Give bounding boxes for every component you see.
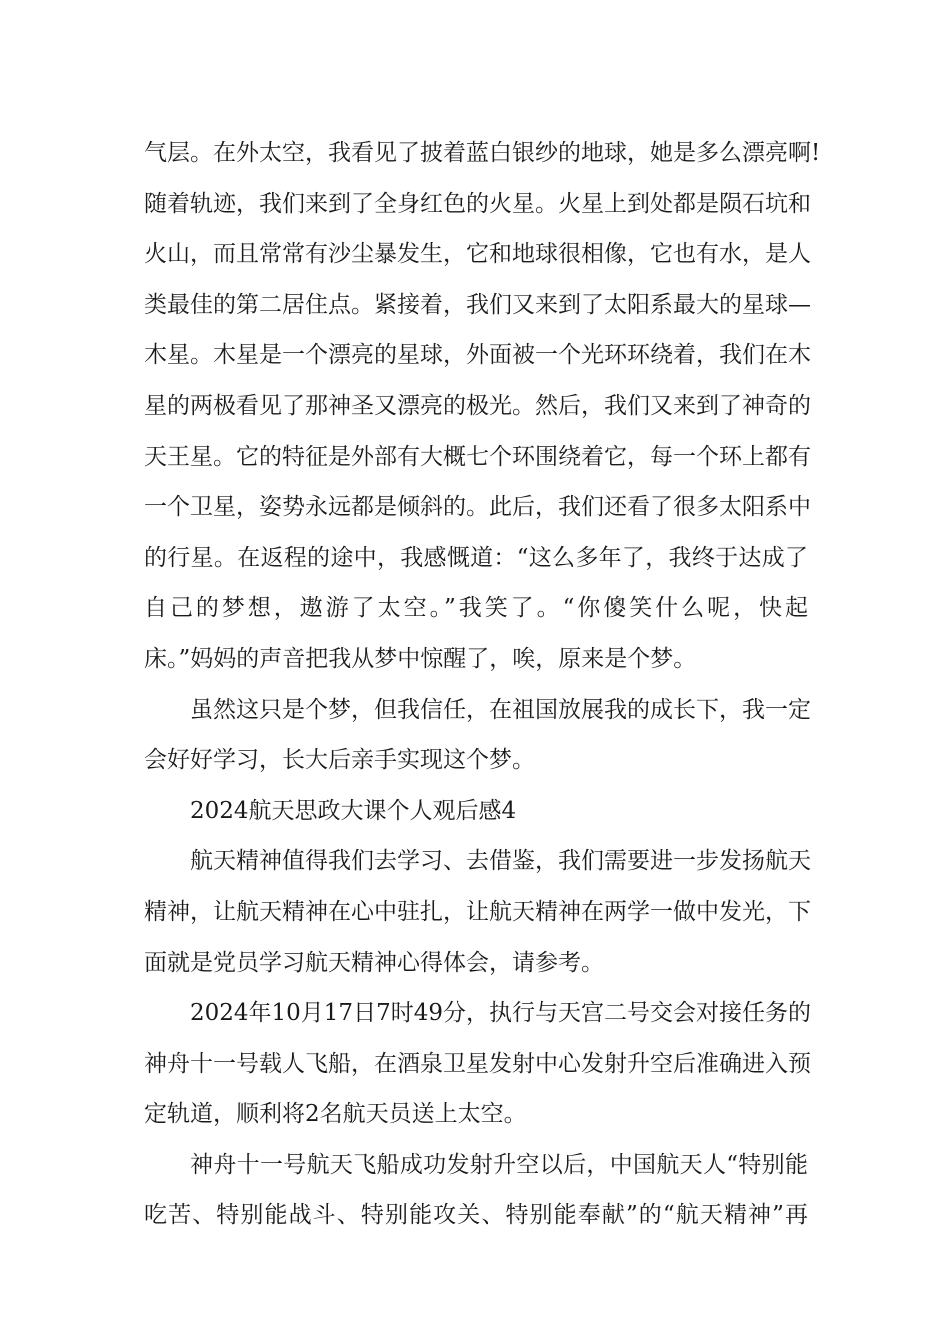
paragraph-launch-date <box>144 988 811 1140</box>
text-line: 火山，而且常常有沙尘暴发生，它和地球很相像，它也有水，是人 <box>144 241 811 268</box>
text-line: 自己的梦想，遨游了太空。”我笑了。“你傻笑什么呢，快起 <box>144 595 808 622</box>
text-line: 精神，让航天精神在心中驻扎，让航天精神在两学一做中发光，下 <box>144 898 811 925</box>
text-line: 神舟十一号航天飞船成功发射升空以后，中国航天人“特别能 <box>190 1151 808 1178</box>
text-line: 气层。在外太空，我看见了披着蓝白银纱的地球，她是多么漂亮啊! <box>144 140 821 166</box>
text-line: 的行星。在返程的途中，我感慨道：“这么多年了，我终于达成了 <box>144 544 808 571</box>
text-line: 面就是党员学习航天精神心得体会，请参考。 <box>144 949 604 976</box>
text-line: 2024年10月17日7时49分，执行与天宫二号交会对接任务的 <box>190 1000 811 1027</box>
text-line: 定轨道，顺利将2名航天员送上太空。 <box>144 1101 527 1128</box>
text-line: 天王星。它的特征是外部有大概七个环围绕着它，每一个环上都有 <box>144 443 811 470</box>
text-line: 会好好学习，长大后亲手实现这个梦。 <box>144 747 535 774</box>
text-line: 一个卫星，姿势永远都是倾斜的。此后，我们还看了很多太阳系中 <box>144 494 811 521</box>
paragraph-dream-conclusion <box>144 685 811 786</box>
text-line: 吃苦、特别能战斗、特别能攻关、特别能奉献”的“航天精神”再 <box>144 1202 808 1229</box>
document-body <box>144 128 821 1241</box>
text-line: 神舟十一号载人飞船，在酒泉卫星发射中心发射升空后准确进入预 <box>144 1050 811 1077</box>
heading-text: 2024航天思政大课个人观后感4 <box>190 797 517 824</box>
text-line: 木星。木星是一个漂亮的星球，外面被一个光环环绕着，我们在木 <box>144 342 811 369</box>
text-line: 航天精神值得我们去学习、去借鉴，我们需要进一步发扬航天 <box>190 848 811 875</box>
paragraph-space-trip <box>144 128 821 685</box>
section-heading <box>144 786 808 837</box>
text-line: 星的两极看见了那神圣又漂亮的极光。然后，我们又来到了神奇的 <box>144 392 811 419</box>
paragraph-aerospace-spirit <box>144 836 811 988</box>
text-line: 虽然这只是个梦，但我信任，在祖国放展我的成长下，我一定 <box>190 696 811 723</box>
text-line: 床。”妈妈的声音把我从梦中惊醒了，唉，原来是个梦。 <box>144 645 697 672</box>
paragraph-shenzhou-11 <box>144 1140 808 1241</box>
text-line: 类最佳的第二居住点。紧接着，我们又来到了太阳系最大的星球— <box>144 291 811 318</box>
text-line: 随着轨迹，我们来到了全身红色的火星。火星上到处都是陨石坑和 <box>144 190 811 217</box>
